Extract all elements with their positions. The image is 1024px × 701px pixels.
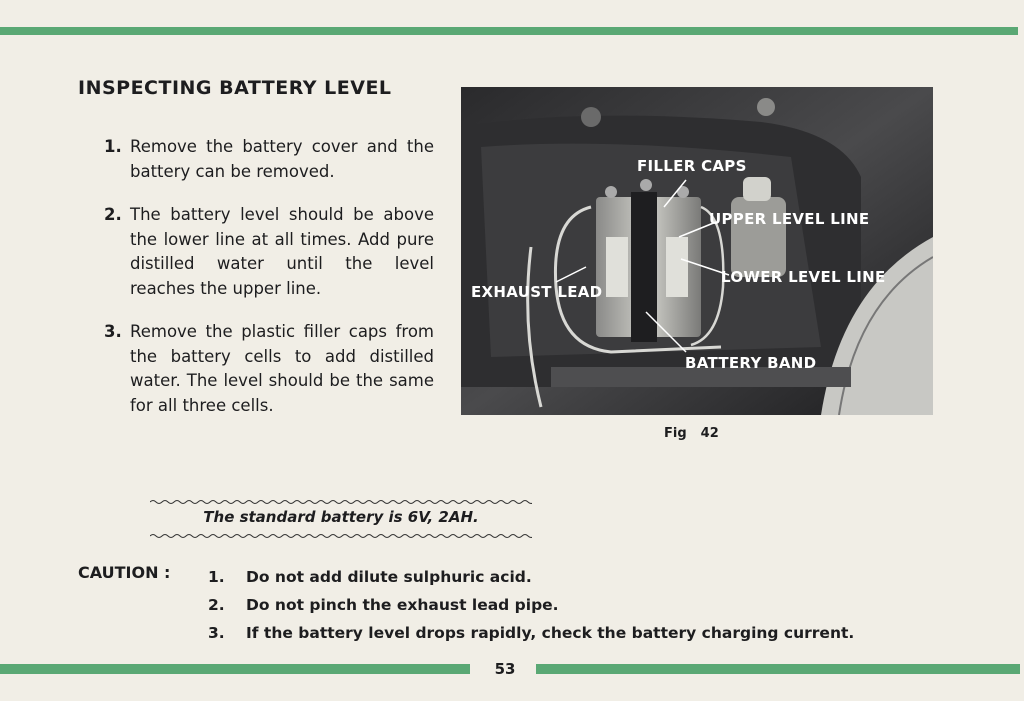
wavy-rule-top [150,499,532,505]
step-2 [104,203,434,301]
caution-label: CAUTION : [78,563,171,582]
battery-photo [461,87,933,415]
page-number: 53 [494,660,516,678]
figure-caption [664,426,719,441]
caution-item [208,563,854,591]
figure-label: Fig [664,426,687,441]
step-text: The battery level should be above the lower line at all times. Add pure distilled water until the level reaches the upper line. [130,205,434,298]
figure-number: 42 [700,426,719,441]
step-1 [104,135,434,184]
callout-filler-caps: FILLER CAPS [637,157,747,175]
bottom-green-rule-right [536,664,1020,674]
bottom-green-rule-left [0,664,470,674]
step-text: Remove the battery cover and the battery can be removed. [130,137,434,181]
step-number: 2. [104,205,122,224]
step-3 [104,320,434,418]
callout-lower-level-line: LOWER LEVEL LINE [721,268,886,286]
callout-exhaust-lead: EXHAUST LEAD [471,283,603,301]
section-title: INSPECTING BATTERY LEVEL [78,77,392,99]
wavy-rule-bottom [150,533,532,539]
caution-text: Do not add dilute sulphuric acid. [246,568,532,586]
caution-number: 2. [208,596,225,614]
step-number: 1. [104,137,122,156]
caution-text: If the battery level drops rapidly, check the battery charging current. [246,624,855,642]
caution-text: Do not pinch the exhaust lead pipe. [246,596,559,614]
step-number: 3. [104,322,122,341]
top-green-rule [0,27,1018,35]
caution-item [208,591,854,619]
standard-battery-text: The standard battery is 6V, 2AH. [203,508,479,526]
callout-upper-level-line: UPPER LEVEL LINE [709,210,870,228]
instruction-steps [104,135,434,437]
callout-battery-band: BATTERY BAND [685,354,817,372]
standard-battery-note [150,499,532,541]
step-text: Remove the plastic filler caps from the battery cells to add distilled water. The level should be the same for all three cells. [130,322,434,415]
caution-list [208,563,854,647]
caution-item [208,619,854,647]
caution-number: 1. [208,568,225,586]
caution-number: 3. [208,624,225,642]
